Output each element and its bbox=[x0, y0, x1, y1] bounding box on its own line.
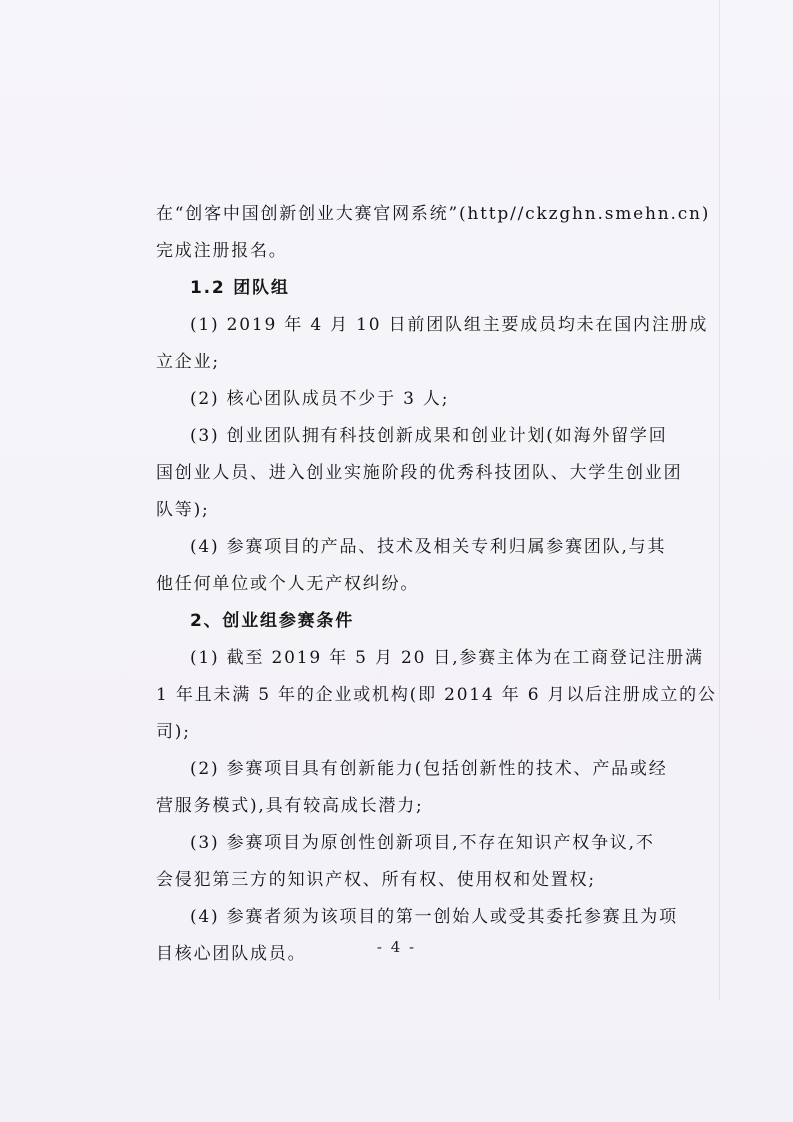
paragraph-line: 会侵犯第三方的知识产权、所有权、使用权和处置权; bbox=[156, 870, 596, 890]
page-edge-line bbox=[719, 0, 720, 1000]
section-heading-team-group: 1.2 团队组 bbox=[190, 278, 290, 298]
paragraph-line: (3) 创业团队拥有科技创新成果和创业计划(如海外留学回 bbox=[190, 426, 668, 446]
paragraph-line: (3) 参赛项目为原创性创新项目,不存在知识产权争议,不 bbox=[190, 833, 655, 853]
paragraph-line: 目核心团队成员。 bbox=[156, 944, 307, 964]
paragraph-line: 1 年且未满 5 年的企业或机构(即 2014 年 6 月以后注册成立的公 bbox=[156, 685, 717, 705]
section-heading-startup-conditions: 2、创业组参赛条件 bbox=[190, 611, 355, 631]
paragraph-line: 立企业; bbox=[156, 352, 220, 372]
paragraph-line: (1) 2019 年 4 月 10 日前团队组主要成员均未在国内注册成 bbox=[190, 315, 709, 335]
paragraph-line: (4) 参赛项目的产品、技术及相关专利归属参赛团队,与其 bbox=[190, 537, 667, 557]
paragraph-line: 他任何单位或个人无产权纠纷。 bbox=[156, 574, 420, 594]
paragraph-line: 完成注册报名。 bbox=[156, 241, 288, 261]
paragraph-line: (2) 核心团队成员不少于 3 人; bbox=[190, 389, 450, 409]
paragraph-line: (1) 截至 2019 年 5 月 20 日,参赛主体为在工商登记注册满 bbox=[190, 648, 704, 668]
paragraph-line: 国创业人员、进入创业实施阶段的优秀科技团队、大学生创业团 bbox=[156, 463, 683, 483]
paragraph-line: 在“创客中国创新创业大赛官网系统”(http//ckzghn.smehn.cn) bbox=[156, 204, 711, 224]
page-number: - 4 - bbox=[376, 938, 417, 956]
paragraph-line: 营服务模式),具有较高成长潜力; bbox=[156, 796, 424, 816]
paragraph-line: 队等); bbox=[156, 500, 210, 520]
paragraph-line: (4) 参赛者须为该项目的第一创始人或受其委托参赛且为项 bbox=[190, 907, 678, 927]
document-body bbox=[156, 203, 717, 980]
paragraph-line: 司); bbox=[156, 722, 191, 742]
paragraph-line: (2) 参赛项目具有创新能力(包括创新性的技术、产品或经 bbox=[190, 759, 668, 779]
